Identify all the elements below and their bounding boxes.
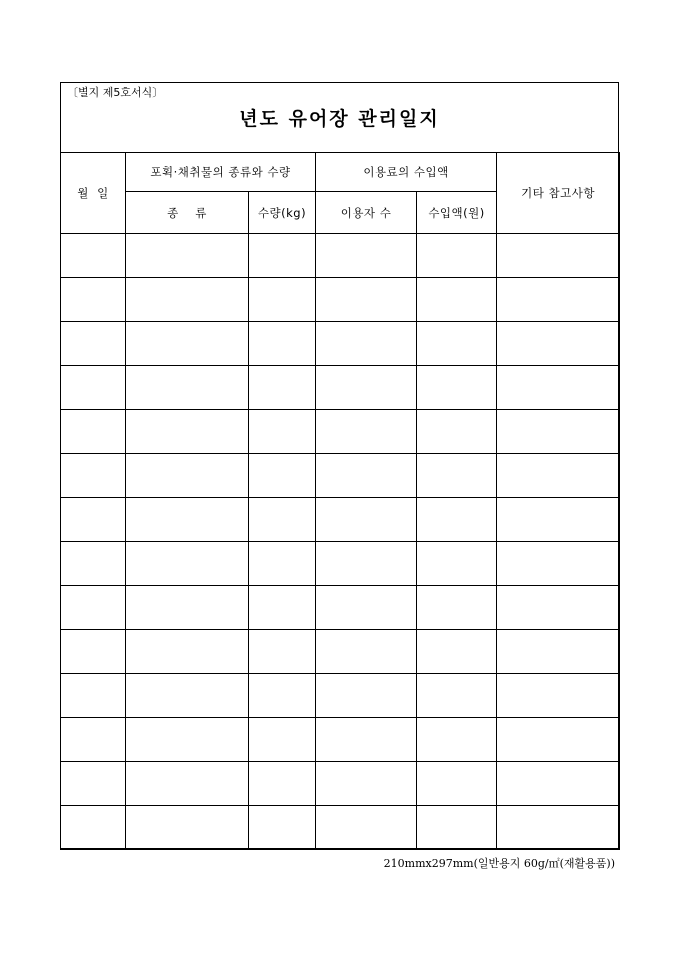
cell-month-day[interactable] bbox=[61, 410, 126, 454]
table-row bbox=[61, 322, 620, 366]
cell-income[interactable] bbox=[417, 674, 497, 718]
cell-remarks[interactable] bbox=[497, 630, 620, 674]
cell-remarks[interactable] bbox=[497, 322, 620, 366]
cell-users[interactable] bbox=[316, 630, 417, 674]
header-fee-group: 이용료의 수입액 bbox=[316, 153, 497, 192]
cell-type[interactable] bbox=[126, 234, 249, 278]
cell-users[interactable] bbox=[316, 498, 417, 542]
header-type: 종 류 bbox=[126, 192, 249, 234]
cell-quantity[interactable] bbox=[249, 674, 316, 718]
cell-remarks[interactable] bbox=[497, 366, 620, 410]
cell-quantity[interactable] bbox=[249, 234, 316, 278]
form-number-label: 〔별지 제5호서식〕 bbox=[67, 86, 164, 99]
cell-month-day[interactable] bbox=[61, 366, 126, 410]
cell-income[interactable] bbox=[417, 586, 497, 630]
cell-quantity[interactable] bbox=[249, 586, 316, 630]
cell-remarks[interactable] bbox=[497, 498, 620, 542]
cell-month-day[interactable] bbox=[61, 498, 126, 542]
table-row bbox=[61, 234, 620, 278]
cell-users[interactable] bbox=[316, 806, 417, 850]
cell-type[interactable] bbox=[126, 586, 249, 630]
cell-month-day[interactable] bbox=[61, 806, 126, 850]
cell-income[interactable] bbox=[417, 366, 497, 410]
table-row bbox=[61, 762, 620, 806]
cell-income[interactable] bbox=[417, 542, 497, 586]
cell-type[interactable] bbox=[126, 630, 249, 674]
table-row bbox=[61, 674, 620, 718]
cell-quantity[interactable] bbox=[249, 762, 316, 806]
cell-income[interactable] bbox=[417, 454, 497, 498]
cell-remarks[interactable] bbox=[497, 410, 620, 454]
cell-quantity[interactable] bbox=[249, 630, 316, 674]
cell-month-day[interactable] bbox=[61, 542, 126, 586]
cell-month-day[interactable] bbox=[61, 630, 126, 674]
cell-type[interactable] bbox=[126, 322, 249, 366]
cell-month-day[interactable] bbox=[61, 586, 126, 630]
cell-type[interactable] bbox=[126, 498, 249, 542]
header-row-1 bbox=[61, 153, 620, 192]
cell-income[interactable] bbox=[417, 498, 497, 542]
cell-month-day[interactable] bbox=[61, 278, 126, 322]
cell-quantity[interactable] bbox=[249, 278, 316, 322]
paper-spec-footer: 210mmx297mm(일반용지 60g/㎡(재활용품)) bbox=[383, 857, 615, 870]
table-row bbox=[61, 454, 620, 498]
cell-month-day[interactable] bbox=[61, 454, 126, 498]
cell-remarks[interactable] bbox=[497, 542, 620, 586]
cell-users[interactable] bbox=[316, 674, 417, 718]
cell-month-day[interactable] bbox=[61, 718, 126, 762]
header-quantity: 수량(kg) bbox=[249, 192, 316, 234]
table-row bbox=[61, 278, 620, 322]
cell-type[interactable] bbox=[126, 454, 249, 498]
form-title: 년도 유어장 관리일지 bbox=[239, 108, 440, 130]
cell-quantity[interactable] bbox=[249, 718, 316, 762]
cell-quantity[interactable] bbox=[249, 366, 316, 410]
cell-remarks[interactable] bbox=[497, 586, 620, 630]
cell-month-day[interactable] bbox=[61, 234, 126, 278]
cell-remarks[interactable] bbox=[497, 806, 620, 850]
cell-remarks[interactable] bbox=[497, 454, 620, 498]
cell-users[interactable] bbox=[316, 322, 417, 366]
cell-type[interactable] bbox=[126, 278, 249, 322]
cell-quantity[interactable] bbox=[249, 498, 316, 542]
cell-type[interactable] bbox=[126, 762, 249, 806]
cell-income[interactable] bbox=[417, 762, 497, 806]
cell-type[interactable] bbox=[126, 718, 249, 762]
log-table bbox=[60, 152, 620, 850]
cell-type[interactable] bbox=[126, 410, 249, 454]
cell-quantity[interactable] bbox=[249, 454, 316, 498]
header-catch-group: 포획·채취물의 종류와 수량 bbox=[126, 153, 316, 192]
cell-income[interactable] bbox=[417, 718, 497, 762]
cell-users[interactable] bbox=[316, 542, 417, 586]
cell-remarks[interactable] bbox=[497, 762, 620, 806]
cell-users[interactable] bbox=[316, 366, 417, 410]
cell-remarks[interactable] bbox=[497, 718, 620, 762]
cell-users[interactable] bbox=[316, 234, 417, 278]
cell-type[interactable] bbox=[126, 366, 249, 410]
cell-users[interactable] bbox=[316, 718, 417, 762]
cell-remarks[interactable] bbox=[497, 234, 620, 278]
cell-month-day[interactable] bbox=[61, 322, 126, 366]
cell-income[interactable] bbox=[417, 630, 497, 674]
cell-quantity[interactable] bbox=[249, 410, 316, 454]
cell-type[interactable] bbox=[126, 806, 249, 850]
table-row bbox=[61, 586, 620, 630]
cell-month-day[interactable] bbox=[61, 674, 126, 718]
management-log-form bbox=[60, 82, 619, 849]
cell-income[interactable] bbox=[417, 234, 497, 278]
cell-income[interactable] bbox=[417, 806, 497, 850]
table-row bbox=[61, 542, 620, 586]
table-row bbox=[61, 410, 620, 454]
table-row bbox=[61, 498, 620, 542]
cell-type[interactable] bbox=[126, 674, 249, 718]
cell-users[interactable] bbox=[316, 586, 417, 630]
cell-remarks[interactable] bbox=[497, 278, 620, 322]
cell-income[interactable] bbox=[417, 278, 497, 322]
cell-quantity[interactable] bbox=[249, 542, 316, 586]
cell-quantity[interactable] bbox=[249, 806, 316, 850]
cell-users[interactable] bbox=[316, 762, 417, 806]
table-row bbox=[61, 806, 620, 850]
header-remarks: 기타 참고사항 bbox=[497, 153, 620, 234]
cell-users[interactable] bbox=[316, 278, 417, 322]
cell-income[interactable] bbox=[417, 322, 497, 366]
header-users: 이용자 수 bbox=[316, 192, 417, 234]
cell-type[interactable] bbox=[126, 542, 249, 586]
table-row bbox=[61, 718, 620, 762]
cell-quantity[interactable] bbox=[249, 322, 316, 366]
cell-remarks[interactable] bbox=[497, 674, 620, 718]
header-income: 수입액(원) bbox=[417, 192, 497, 234]
table-row bbox=[61, 366, 620, 410]
cell-users[interactable] bbox=[316, 454, 417, 498]
cell-income[interactable] bbox=[417, 410, 497, 454]
header-month-day: 월 일 bbox=[61, 153, 126, 234]
table-row bbox=[61, 630, 620, 674]
cell-month-day[interactable] bbox=[61, 762, 126, 806]
cell-users[interactable] bbox=[316, 410, 417, 454]
